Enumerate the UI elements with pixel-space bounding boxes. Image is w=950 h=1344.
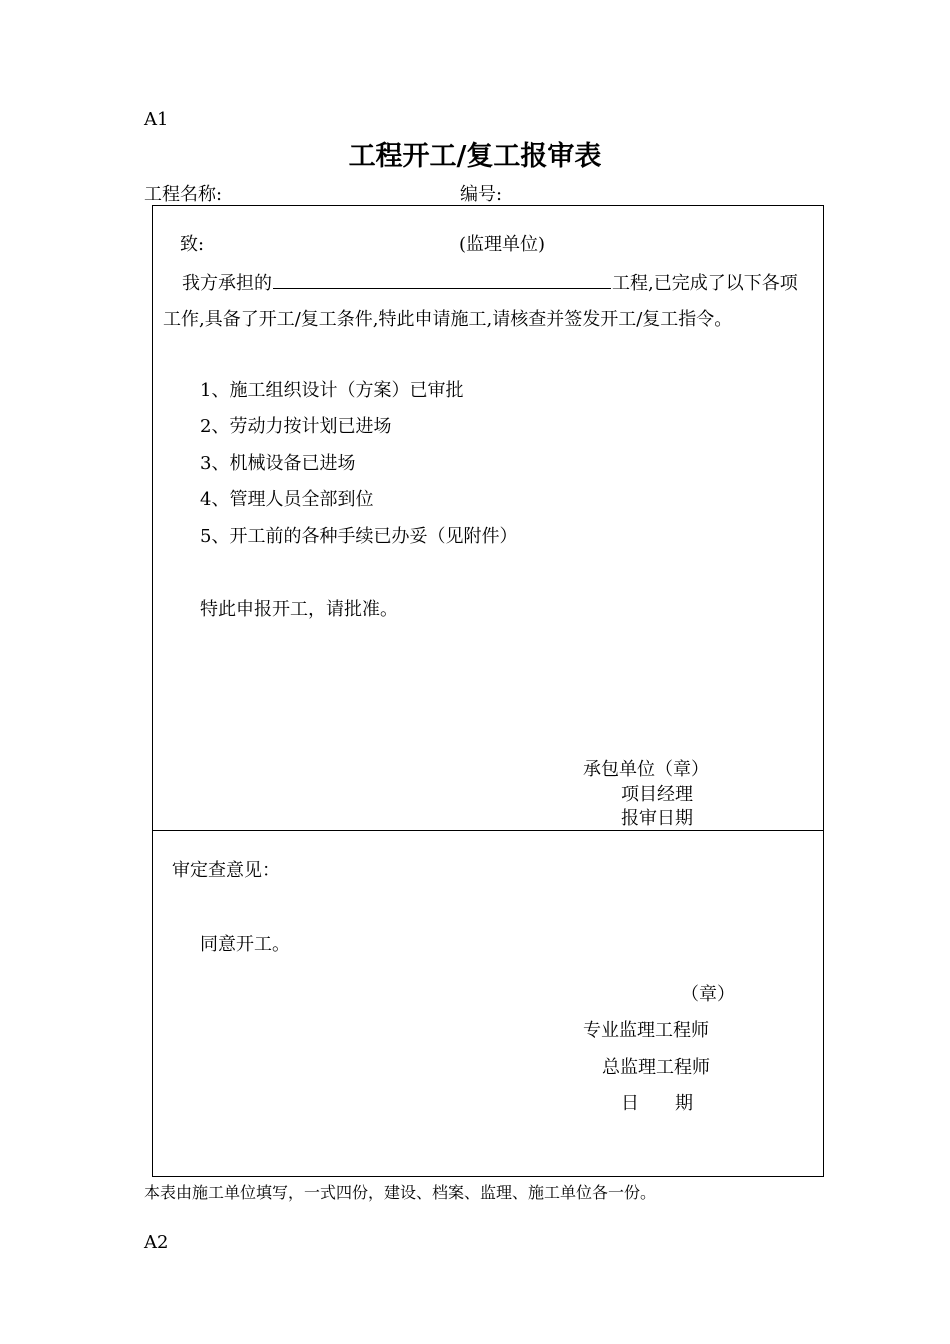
- list-item: 1、施工组织设计（方案）已审批: [200, 380, 464, 401]
- application-line-2: 工作,具备了开工/复工条件,特此申请施工,请核查并签发开工/复工指令。: [163, 309, 733, 330]
- project-name-blank[interactable]: [273, 270, 611, 289]
- report-date-label: 报审日期: [621, 808, 693, 829]
- review-opinion-text: 同意开工。: [200, 934, 290, 955]
- form-title: 工程开工/复工报审表: [348, 141, 602, 172]
- project-name-label: 工程名称:: [144, 184, 223, 205]
- list-item: 3、机械设备已进场: [200, 453, 356, 474]
- project-manager-label: 项目经理: [621, 784, 693, 805]
- review-seal-label: （章）: [681, 984, 735, 1005]
- form-table: [152, 205, 824, 1177]
- line1-suffix: 工程,已完成了以下各项: [612, 273, 798, 294]
- list-item: 4、管理人员全部到位: [200, 489, 374, 510]
- application-line-1: [182, 270, 798, 295]
- section-divider: [152, 830, 824, 831]
- review-date-label: 日 期: [621, 1093, 693, 1114]
- to-label: 致:: [180, 234, 205, 255]
- review-opinion-label: 审定查意见：: [172, 860, 280, 881]
- number-label: 编号:: [460, 184, 503, 205]
- form-code-a1: A1: [144, 109, 169, 130]
- supervisor-unit-label: (监理单位): [459, 234, 546, 255]
- line1-prefix: 我方承担的: [182, 273, 272, 294]
- closing-text: 特此申报开工，请批准。: [200, 599, 398, 620]
- form-code-a2: A2: [144, 1232, 169, 1253]
- footer-note: 本表由施工单位填写，一式四份，建设、档案、监理、施工单位各一份。: [144, 1183, 657, 1202]
- chief-engineer-label: 总监理工程师: [602, 1057, 710, 1078]
- contractor-seal-label: 承包单位（章）: [583, 759, 709, 780]
- specialist-engineer-label: 专业监理工程师: [583, 1020, 709, 1041]
- list-item: 5、开工前的各种手续已办妥（见附件）: [200, 526, 518, 547]
- list-item: 2、劳动力按计划已进场: [200, 416, 392, 437]
